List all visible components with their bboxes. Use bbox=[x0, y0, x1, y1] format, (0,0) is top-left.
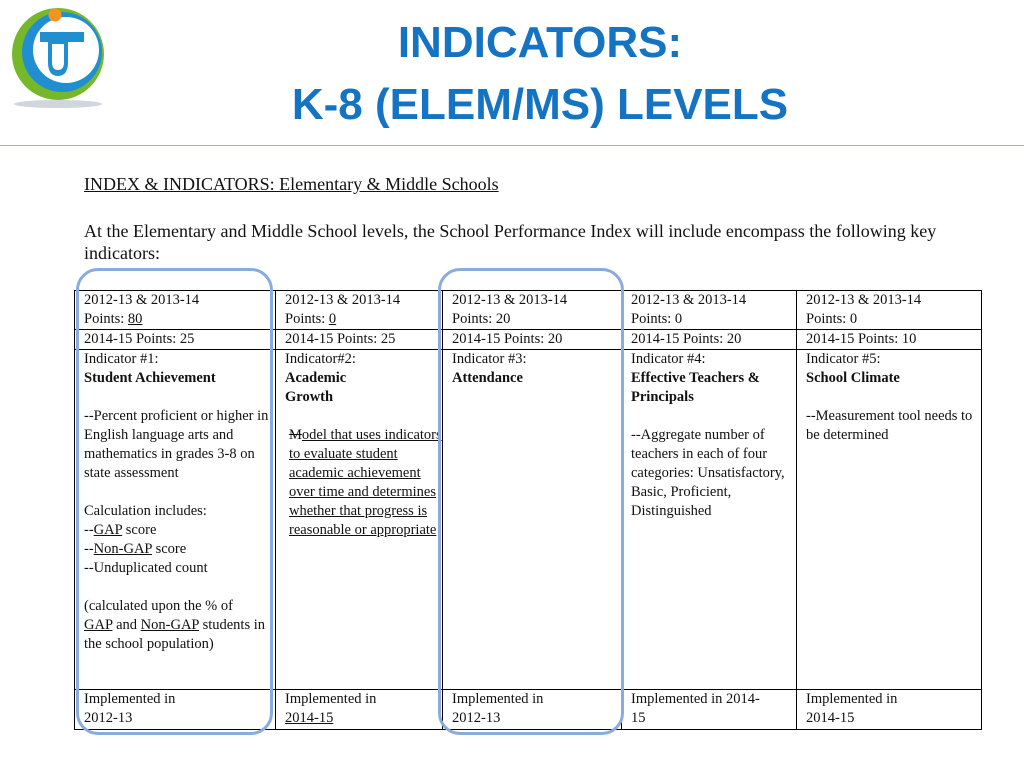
calculation-note: (calculated upon the % of GAP and Non-GAP students in the school population) bbox=[84, 598, 266, 652]
table-cell: 2014-15 Points: 20 bbox=[622, 330, 797, 350]
table-cell bbox=[276, 350, 443, 690]
points-label: Points: 20 bbox=[452, 311, 511, 327]
calculation-nongap: --Non-GAP score bbox=[84, 541, 187, 557]
indicator-name: Growth bbox=[285, 389, 334, 405]
table-cell: 2014-15 Points: 10 bbox=[797, 330, 982, 350]
table-cell: Implemented in 2012-13 bbox=[443, 690, 622, 730]
table-cell: Implemented in 2014-15 bbox=[797, 690, 982, 730]
period-label: 2012-13 & 2013-14 bbox=[84, 292, 200, 308]
table-cell: 2014-15 Points: 20 bbox=[443, 330, 622, 350]
table-cell bbox=[276, 291, 443, 330]
table-cell: Implemented in 2014-15 bbox=[276, 690, 443, 730]
table-cell bbox=[797, 350, 982, 690]
points-label: Points: 0 bbox=[806, 311, 858, 327]
header-divider bbox=[0, 145, 1024, 146]
indicator-description: --Percent proficient or higher in English language arts and mathematics in grades 3-8 on state assessment bbox=[84, 408, 269, 481]
indicator-label: Indicator #5: bbox=[806, 351, 881, 367]
points-label: Points: 80 bbox=[84, 311, 143, 327]
table-cell bbox=[622, 291, 797, 330]
indicator-name: Academic bbox=[285, 370, 347, 386]
indicator-name: Student Achievement bbox=[84, 370, 216, 386]
calculation-unduplicated: --Unduplicated count bbox=[84, 560, 208, 576]
period-label: 2012-13 & 2013-14 bbox=[285, 292, 401, 308]
slide-title-line-2: K-8 (ELEM/MS) LEVELS bbox=[291, 80, 789, 129]
table-cell: 2014-15 Points: 25 bbox=[276, 330, 443, 350]
document-intro: At the Elementary and Middle School levels, the School Performance Index will include encompass the following key indicators: bbox=[84, 221, 937, 263]
highlight-oval-indicator-3 bbox=[438, 268, 624, 735]
indicator-label: Indicator #1: bbox=[84, 351, 159, 367]
points-label: Points: 0 bbox=[631, 311, 683, 327]
points-label: Points: 0 bbox=[285, 311, 337, 327]
table-cell bbox=[797, 291, 982, 330]
table-cell: 2014-15 Points: 25 bbox=[75, 330, 276, 350]
indicator-description: Model that uses indicators to evaluate student academic achievement over time and determines whether that progress is reasonable or appropriate bbox=[289, 427, 442, 538]
indicator-name: Attendance bbox=[452, 370, 523, 386]
document-heading: INDEX & INDICATORS: Elementary & Middle Schools bbox=[84, 174, 499, 194]
period-label: 2012-13 & 2013-14 bbox=[806, 292, 922, 308]
table-cell bbox=[622, 350, 797, 690]
company-logo bbox=[8, 4, 108, 112]
indicator-name: Effective Teachers & bbox=[631, 370, 760, 386]
period-label: 2012-13 & 2013-14 bbox=[452, 292, 568, 308]
indicator-description: --Aggregate number of teachers in each of four categories: Unsatisfactory, Basic, Proficient, Distinguished bbox=[631, 427, 785, 519]
indicator-label: Indicator #4: bbox=[631, 351, 706, 367]
highlight-oval-indicator-1 bbox=[76, 268, 273, 735]
indicator-name: Principals bbox=[631, 389, 694, 405]
period-label: 2012-13 & 2013-14 bbox=[631, 292, 747, 308]
indicator-label: Indicator#2: bbox=[285, 351, 356, 367]
table-cell: Implemented in 2012-13 bbox=[75, 690, 276, 730]
calculation-intro: Calculation includes: bbox=[84, 503, 207, 519]
indicator-description: --Measurement tool needs to be determined bbox=[806, 408, 973, 443]
table-cell: Implemented in 2014- 15 bbox=[622, 690, 797, 730]
indicator-label: Indicator #3: bbox=[452, 351, 527, 367]
indicator-name: School Climate bbox=[806, 370, 900, 386]
calculation-gap: --GAP score bbox=[84, 522, 157, 538]
slide-title-line-1: INDICATORS: bbox=[397, 18, 683, 67]
